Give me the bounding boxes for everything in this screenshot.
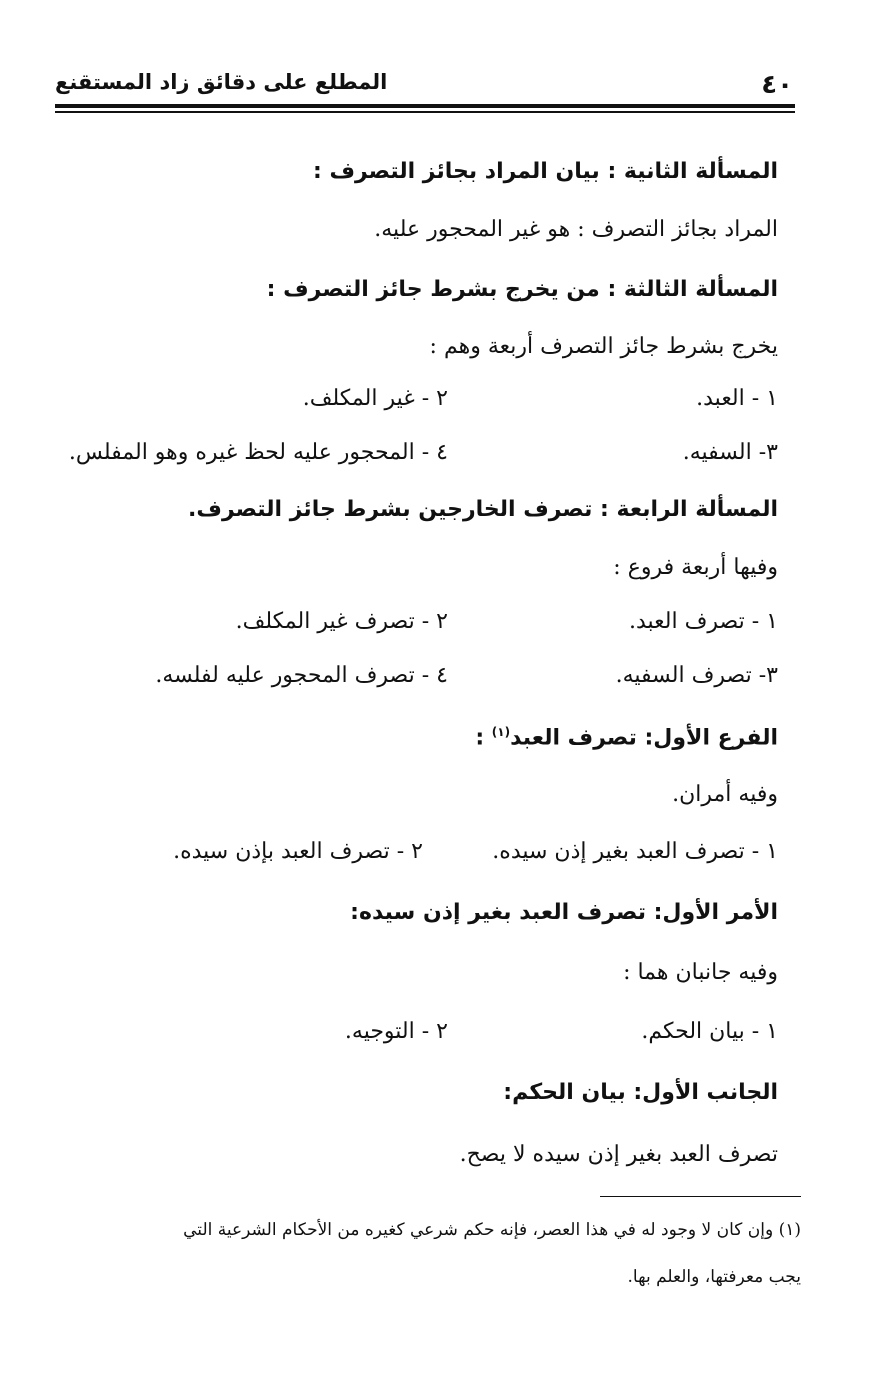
- footnote-rule: [600, 1196, 801, 1197]
- list-item: ١ - بيان الحكم.: [641, 1019, 778, 1044]
- list-row: [80, 661, 778, 691]
- paragraph-ruling: تصرف العبد بغير إذن سيده لا يصح.: [459, 1142, 778, 1167]
- running-title: المطلع على دقائق زاد المستقنع: [55, 70, 388, 94]
- heading-issue-2: المسألة الثانية : بيان المراد بجائز التصرف :: [312, 159, 778, 184]
- paragraph-definition: المراد بجائز التصرف : هو غير المحجور عليه.: [374, 217, 778, 242]
- header-rule-thick: [55, 104, 795, 108]
- heading-issue-4: المسألة الرابعة : تصرف الخارجين بشرط جائز التصرف.: [188, 497, 778, 522]
- header-rule-thin: [55, 111, 795, 113]
- heading-matter-1: الأمر الأول: تصرف العبد بغير إذن سيده:: [350, 900, 778, 925]
- heading-aspect-1: الجانب الأول: بيان الحكم:: [503, 1080, 778, 1105]
- footnote-line: يجب معرفتها، والعلم بها.: [627, 1267, 801, 1287]
- list-item: ٢ - التوجيه.: [344, 1019, 448, 1044]
- page-header: [55, 62, 793, 102]
- list-item: ٢ - تصرف غير المكلف.: [235, 609, 448, 634]
- list-row: [80, 1017, 778, 1047]
- paragraph-excluded-intro: يخرج بشرط جائز التصرف أربعة وهم :: [429, 334, 778, 359]
- list-item: ١ - تصرف العبد.: [629, 609, 778, 634]
- paragraph-branches-intro: وفيها أربعة فروع :: [613, 555, 778, 580]
- page-number: ٤٠: [761, 70, 793, 100]
- list-item: ١ - تصرف العبد بغير إذن سيده.: [492, 839, 778, 864]
- footnote-marker: (١): [491, 725, 511, 739]
- list-item: ٤ - تصرف المحجور عليه لفلسه.: [155, 663, 448, 688]
- list-row: [80, 384, 778, 414]
- list-item: ٤ - المحجور عليه لحظ غيره وهو المفلس.: [68, 440, 448, 465]
- list-row: [80, 837, 778, 867]
- heading-issue-3: المسألة الثالثة : من يخرج بشرط جائز التصرف :: [266, 277, 778, 302]
- paragraph-two-aspects: وفيه جانبان هما :: [623, 960, 778, 985]
- heading-branch-1: [475, 717, 778, 753]
- paragraph-two-matters: وفيه أمران.: [672, 782, 778, 807]
- list-row: [68, 438, 778, 468]
- list-item: ٢ - غير المكلف.: [302, 386, 448, 411]
- heading-branch-1-colon: :: [475, 725, 492, 751]
- heading-branch-1-text: الفرع الأول: تصرف العبد: [510, 725, 778, 751]
- list-item: ٣- السفيه.: [682, 440, 778, 465]
- footnote-line: (١) وإن كان لا وجود له في هذا العصر، فإنه حكم شرعي كغيره من الأحكام الشرعية التي: [183, 1220, 801, 1240]
- list-row: [80, 607, 778, 637]
- list-item: ١ - العبد.: [696, 386, 778, 411]
- list-item: ٣- تصرف السفيه.: [615, 663, 778, 688]
- list-item: ٢ - تصرف العبد بإذن سيده.: [173, 839, 423, 864]
